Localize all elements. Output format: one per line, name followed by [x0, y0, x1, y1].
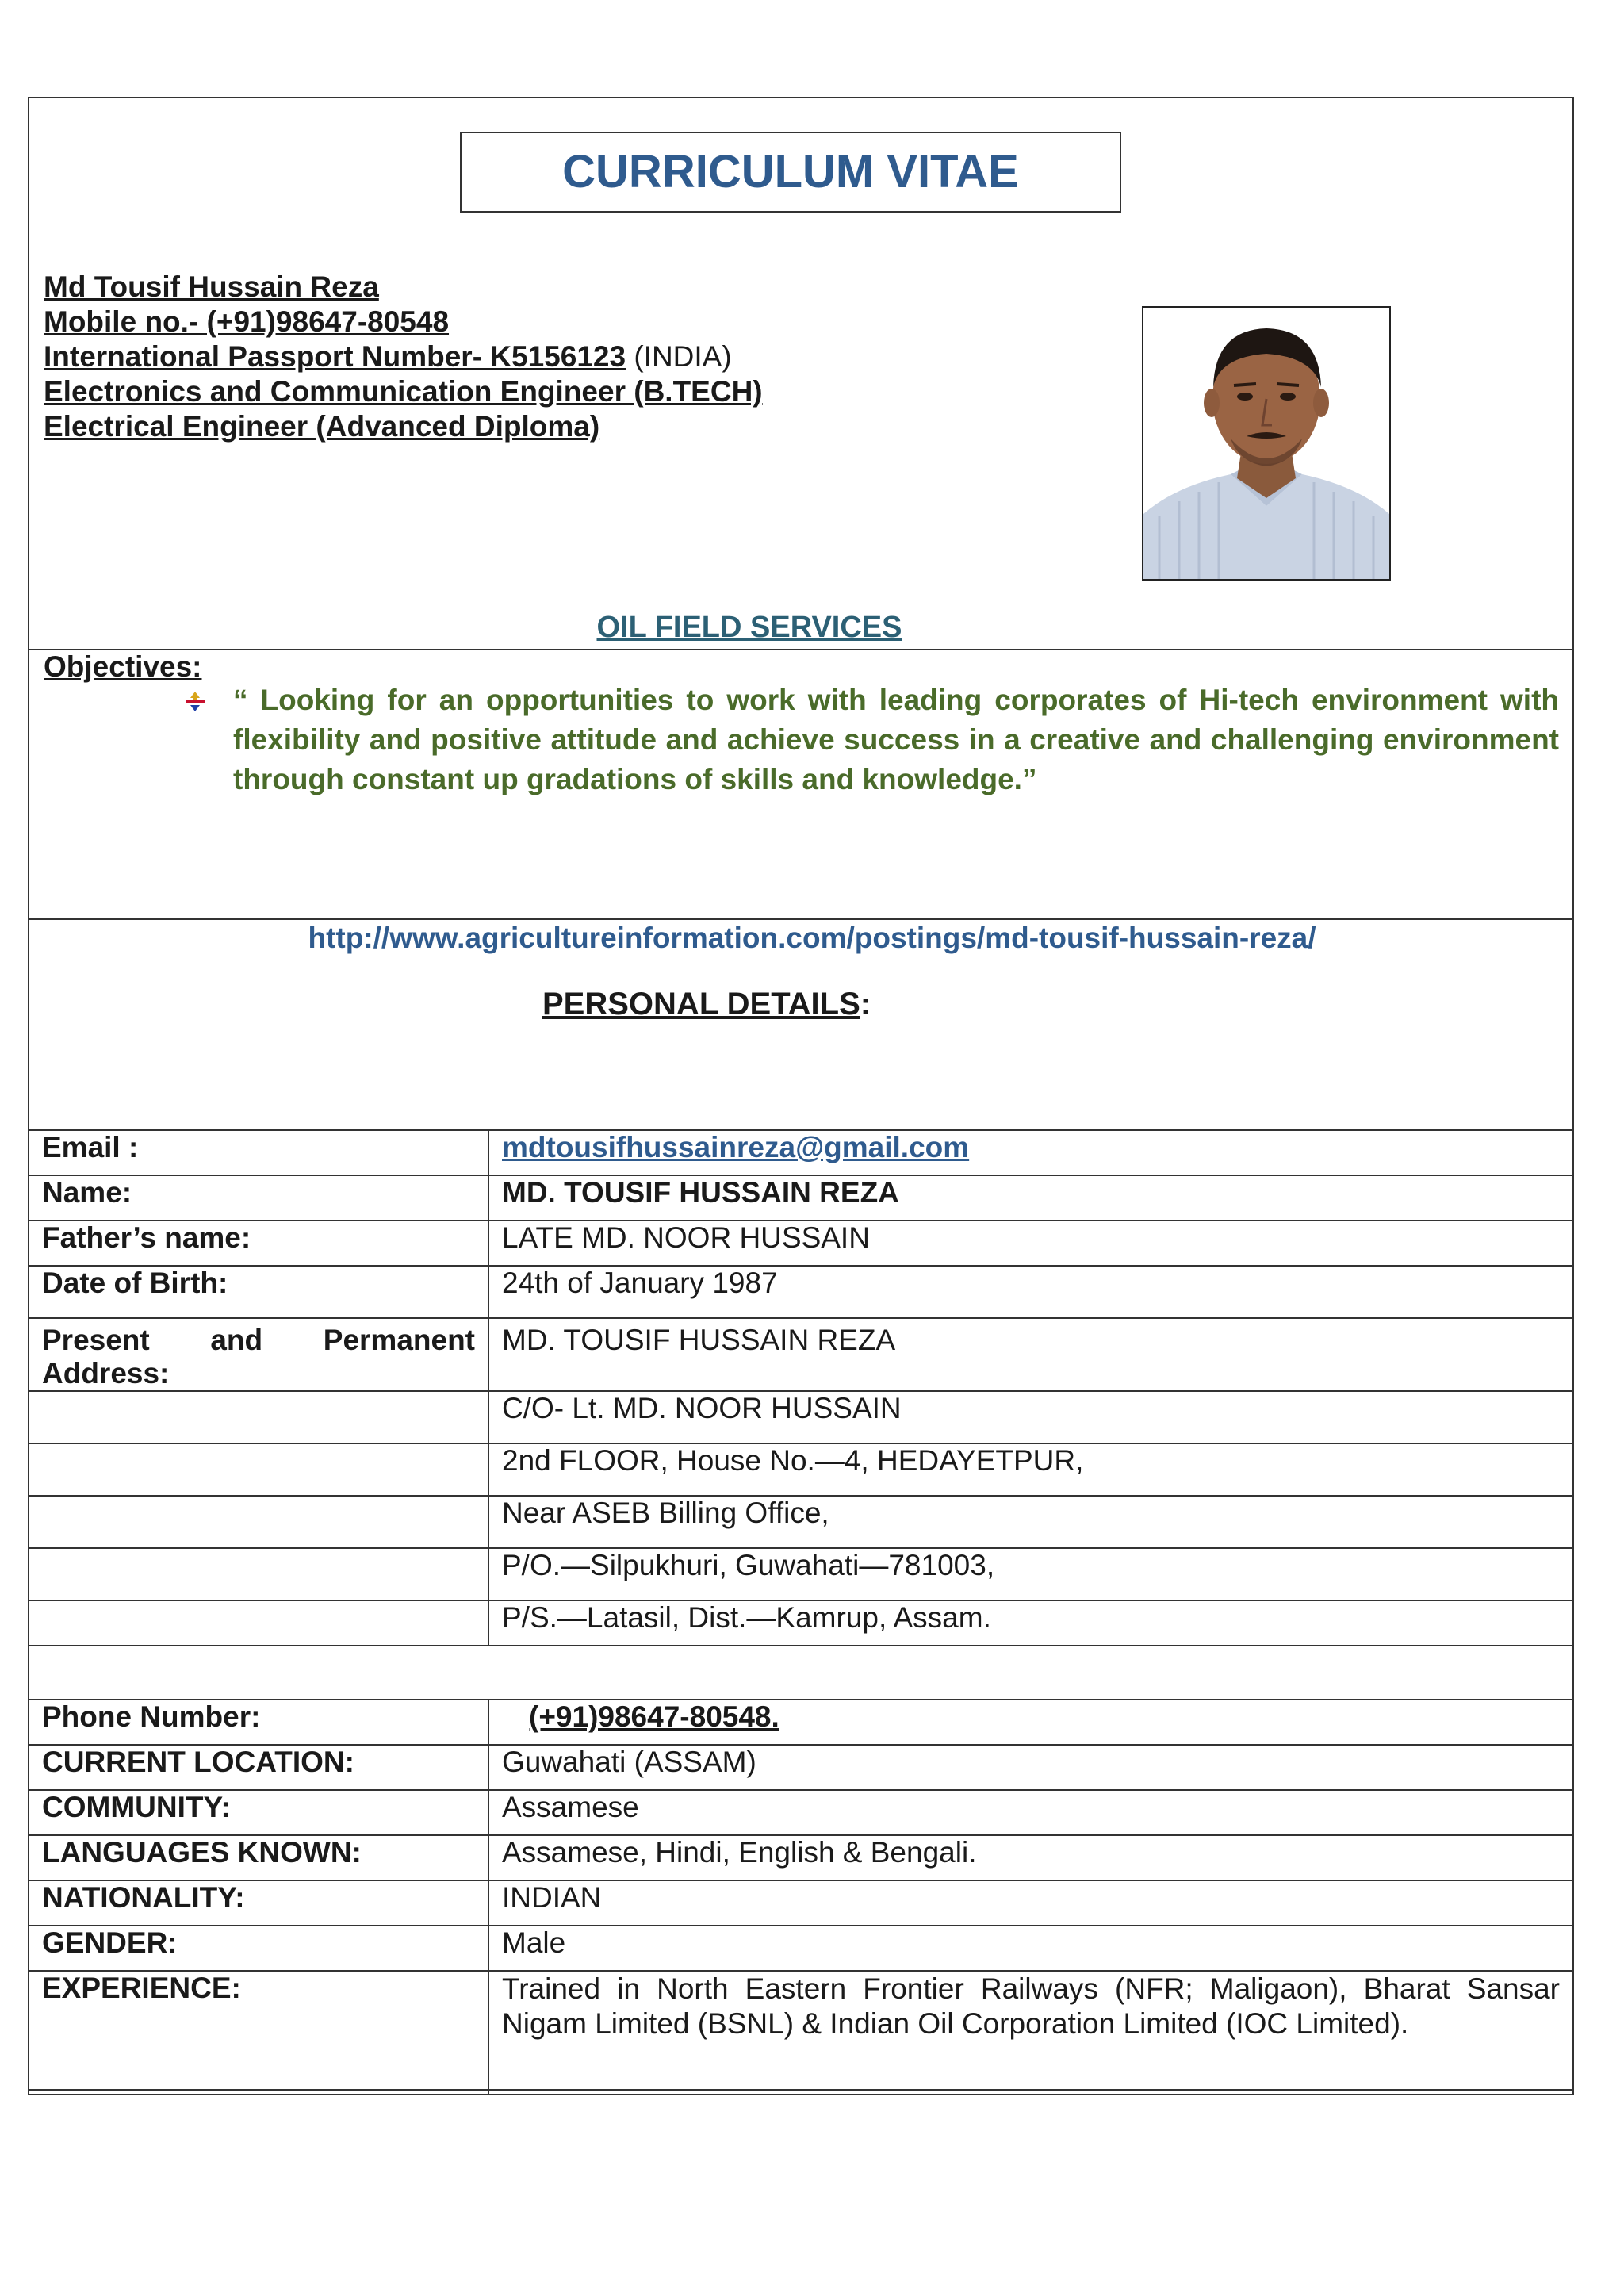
- address-line-2: C/O- Lt. MD. NOOR HUSSAIN: [488, 1391, 1573, 1443]
- table-row: [29, 1835, 1573, 1880]
- table-row: [29, 1130, 1573, 1175]
- father-label: Father’s name:: [29, 1221, 488, 1266]
- passport-line: [44, 339, 763, 374]
- address-line-6: P/S.—Latasil, Dist.—Kamrup, Assam.: [488, 1600, 1573, 1646]
- table-row: [29, 1745, 1573, 1790]
- table-row: [29, 1971, 1573, 2095]
- email-link[interactable]: mdtousifhussainreza@gmail.com: [502, 1131, 970, 1163]
- nationality-value: INDIAN: [488, 1880, 1573, 1926]
- table-row: [29, 1175, 1573, 1221]
- degree-ece: Electronics and Communication Engineer (B.TECH): [44, 375, 763, 408]
- address-line-4: Near ASEB Billing Office,: [488, 1496, 1573, 1548]
- table-row: [29, 1700, 1573, 1745]
- profile-link[interactable]: http://www.agricultureinformation.com/postings/md-tousif-hussain-reza/: [308, 922, 1316, 954]
- table-row: [29, 1496, 1573, 1548]
- community-value: Assamese: [488, 1790, 1573, 1835]
- degree-electrical: Electrical Engineer (Advanced Diploma): [44, 410, 600, 443]
- header-info: [44, 270, 763, 444]
- address-line-3: 2nd FLOOR, House No.—4, HEDAYETPUR,: [488, 1443, 1573, 1496]
- objectives-label: Objectives:: [44, 650, 202, 683]
- languages-label: LANGUAGES KNOWN:: [29, 1835, 488, 1880]
- table-row: [29, 1926, 1573, 1971]
- personal-details-colon: :: [860, 987, 871, 1022]
- address-label: [29, 1318, 488, 1391]
- personal-details-table: [28, 1129, 1574, 2095]
- table-row: [29, 1318, 1573, 1391]
- experience-value: Trained in North Eastern Frontier Railways (NFR; Maligaon), Bharat Sansar Nigam Limited (BSNL) & Indian Oil Corporation Limited (IOC Limited).: [488, 1971, 1573, 2095]
- location-label: CURRENT LOCATION:: [29, 1745, 488, 1790]
- table-row: [29, 1880, 1573, 1926]
- table-row: [29, 1221, 1573, 1266]
- personal-details-title: PERSONAL DETAILS: [542, 987, 860, 1022]
- mobile-number: Mobile no.- (+91)98647-80548: [44, 305, 450, 338]
- passport-number: International Passport Number- K5156123: [44, 340, 626, 373]
- dob-value: 24th of January 1987: [488, 1266, 1573, 1318]
- table-row: [29, 1548, 1573, 1600]
- table-row: [29, 1443, 1573, 1496]
- name-value: MD. TOUSIF HUSSAIN REZA: [488, 1175, 1573, 1221]
- father-value: LATE MD. NOOR HUSSAIN: [488, 1221, 1573, 1266]
- table-row: [29, 1790, 1573, 1835]
- nationality-label: NATIONALITY:: [29, 1880, 488, 1926]
- address-line-1: MD. TOUSIF HUSSAIN REZA: [488, 1318, 1573, 1391]
- address-line-5: P/O.—Silpukhuri, Guwahati—781003,: [488, 1548, 1573, 1600]
- gender-value: Male: [488, 1926, 1573, 1971]
- candidate-name: Md Tousif Hussain Reza: [44, 270, 379, 303]
- arrow-bullet-icon: [184, 690, 206, 712]
- table-row: [29, 1600, 1573, 1646]
- community-label: COMMUNITY:: [29, 1790, 488, 1835]
- phone-label: Phone Number:: [29, 1700, 488, 1745]
- section-oil-field-services: OIL FIELD SERVICES: [596, 611, 902, 644]
- document-title: CURRICULUM VITAE: [460, 132, 1121, 213]
- divider-top: [28, 649, 1574, 650]
- phone-value[interactable]: (+91)98647-80548.: [529, 1700, 779, 1733]
- email-label: Email :: [29, 1130, 488, 1175]
- table-row-spacer: [29, 1646, 1573, 1700]
- passport-country: (INDIA): [626, 340, 732, 373]
- address-label-text: Present and Permanent Address:: [42, 1324, 475, 1389]
- location-value: Guwahati (ASSAM): [488, 1745, 1573, 1790]
- divider-objectives: [28, 918, 1574, 920]
- experience-label: EXPERIENCE:: [29, 1971, 488, 2095]
- personal-details-heading: [542, 987, 871, 1022]
- languages-value: Assamese, Hindi, English & Bengali.: [488, 1835, 1573, 1880]
- table-row: [29, 1266, 1573, 1318]
- dob-label: Date of Birth:: [29, 1266, 488, 1318]
- objective-statement: “ Looking for an opportunities to work with leading corporates of Hi-tech environment with flexibility and positive attitude and achieve success in a creative and challenging environment through constant up gradations of skills and knowledge.”: [233, 684, 1559, 795]
- table-row: [29, 1391, 1573, 1443]
- gender-label: GENDER:: [29, 1926, 488, 1971]
- name-label: Name:: [29, 1175, 488, 1221]
- profile-photo: [1142, 306, 1391, 581]
